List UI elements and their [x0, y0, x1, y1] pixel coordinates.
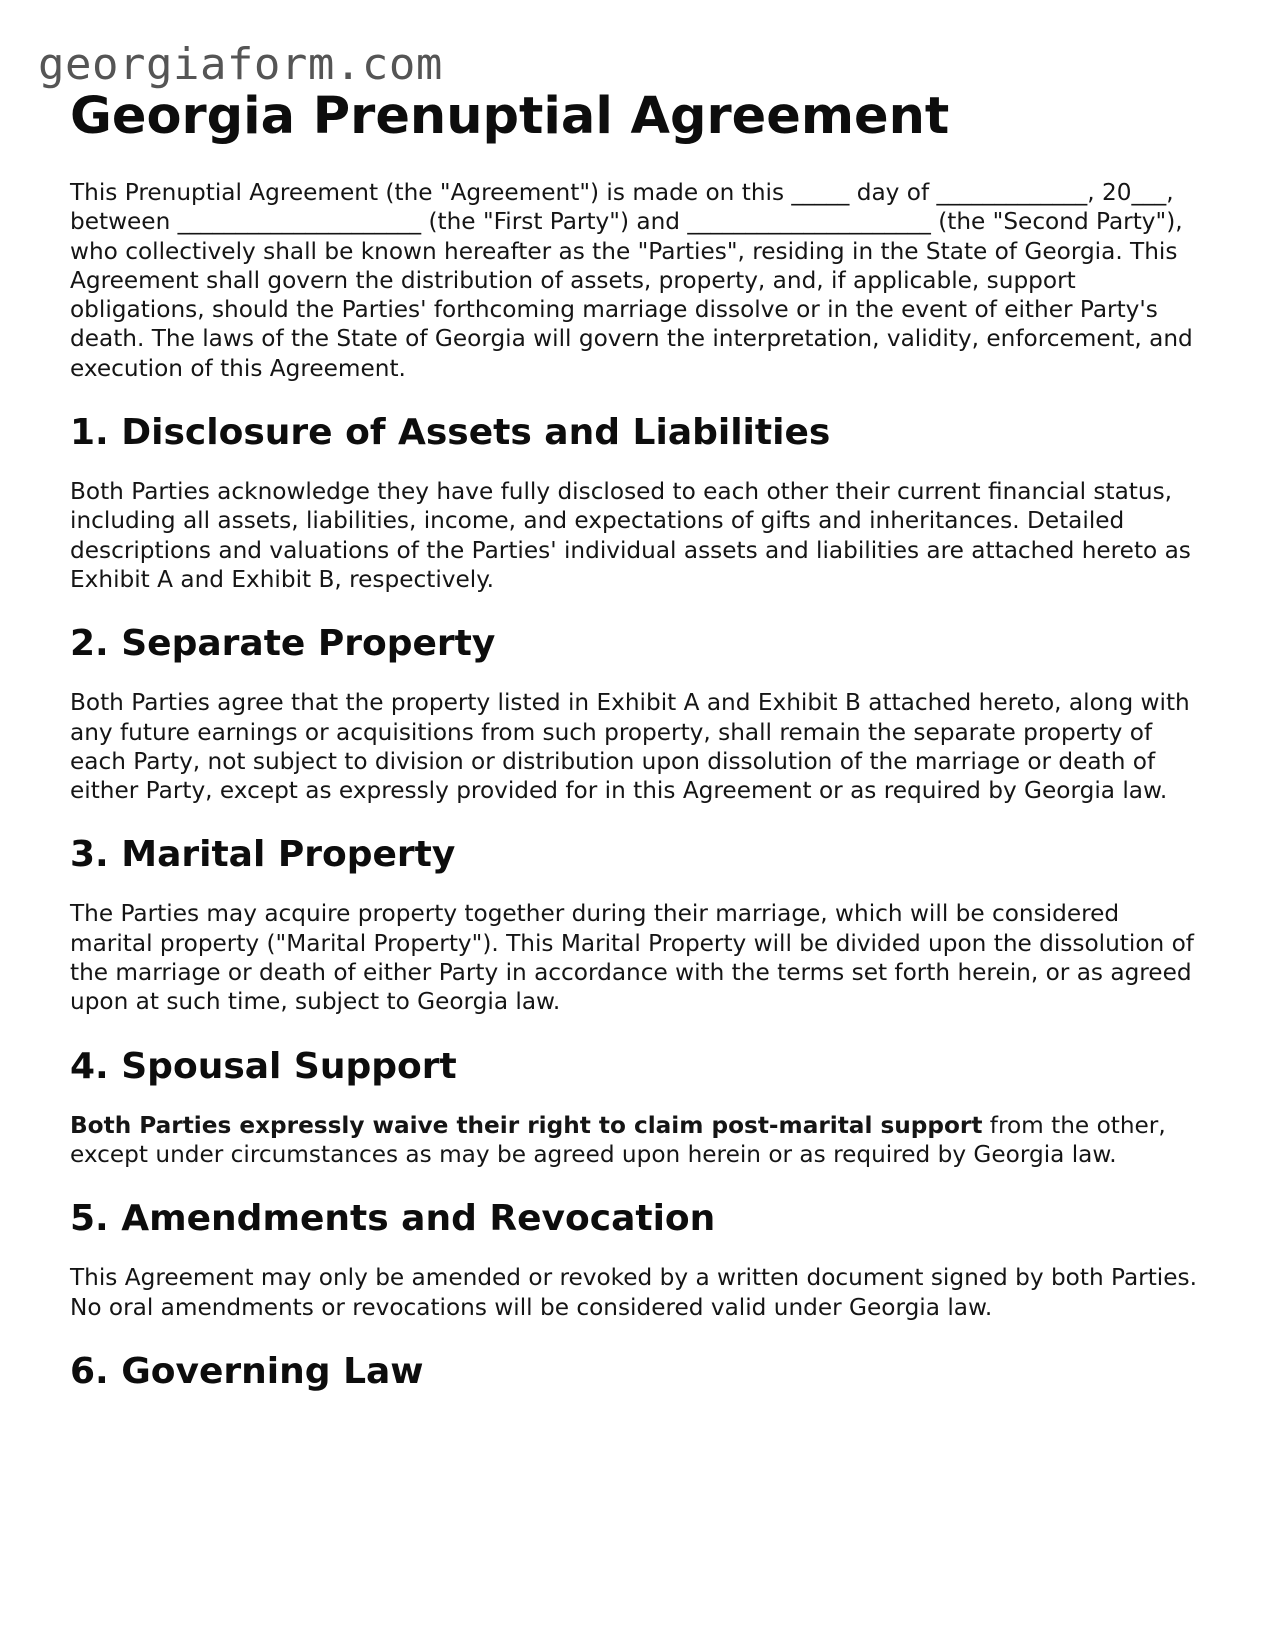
document-page: [70, 86, 1200, 1416]
section-2-body: Both Parties agree that the property listed in Exhibit A and Exhibit B attached hereto, along with any future earnings or acquisitions from such property, shall remain the separate property of each Party, not subject to division or distribution upon dissolution of the marriage or death of either Party, except as expressly provided for in this Agreement or as required by Georgia law.: [70, 689, 1190, 805]
section-4-body: [70, 1111, 1200, 1170]
document-title: Georgia Prenuptial Agreement: [70, 87, 950, 146]
section-5-body: This Agreement may only be amended or revoked by a written document signed by both Parties. No oral amendments or revocations will be considered valid under Georgia law.: [70, 1264, 1197, 1321]
section-2-heading: 2. Separate Property: [70, 623, 496, 665]
section-4-heading: 4. Spousal Support: [70, 1045, 457, 1087]
section-4-body-rest: from the other, except under circumstances as may be agreed upon herein or as required by Georgia law.: [70, 1111, 1166, 1168]
section-6-heading: 6. Governing Law: [70, 1350, 424, 1392]
section-1-body: Both Parties acknowledge they have fully disclosed to each other their current financial status, including all assets, liabilities, income, and expectations of gifts and inheritances. Detailed descriptions and valuations of the Parties' individual assets and liabilities are attached hereto as Exhibit A and Exhibit B, respectively.: [70, 478, 1191, 593]
section-1-heading: 1. Disclosure of Assets and Liabilities: [70, 412, 831, 454]
watermark: georgiaform.com: [38, 39, 443, 90]
section-3-body: The Parties may acquire property together during their marriage, which will be considered marital property ("Marital Property"). This Marital Property will be divided upon the dissolution of the marriage or death of either Party in accordance with the terms set forth herein, or as agreed upon at such time, subject to Georgia law.: [70, 900, 1194, 1016]
section-4-body-bold: Both Parties expressly waive their right to claim post-marital support: [70, 1111, 983, 1139]
section-5-heading: 5. Amendments and Revocation: [70, 1198, 716, 1240]
section-3-heading: 3. Marital Property: [70, 834, 456, 876]
intro-paragraph: This Prenuptial Agreement (the "Agreement") is made on this _____ day of _____________, 20___, between _____________________ (the "First Party") and _____________________ (the "Second Party"), who collectively shall be known hereafter as the "Parties", residing in the State of Georgia. This Agreement shall govern the distribution of assets, property, and, if applicable, support obligations, should the Parties' forthcoming marriage dissolve or in the event of either Party's death. The laws of the State of Georgia will govern the interpretation, validity, enforcement, and execution of this Agreement.: [70, 179, 1193, 382]
